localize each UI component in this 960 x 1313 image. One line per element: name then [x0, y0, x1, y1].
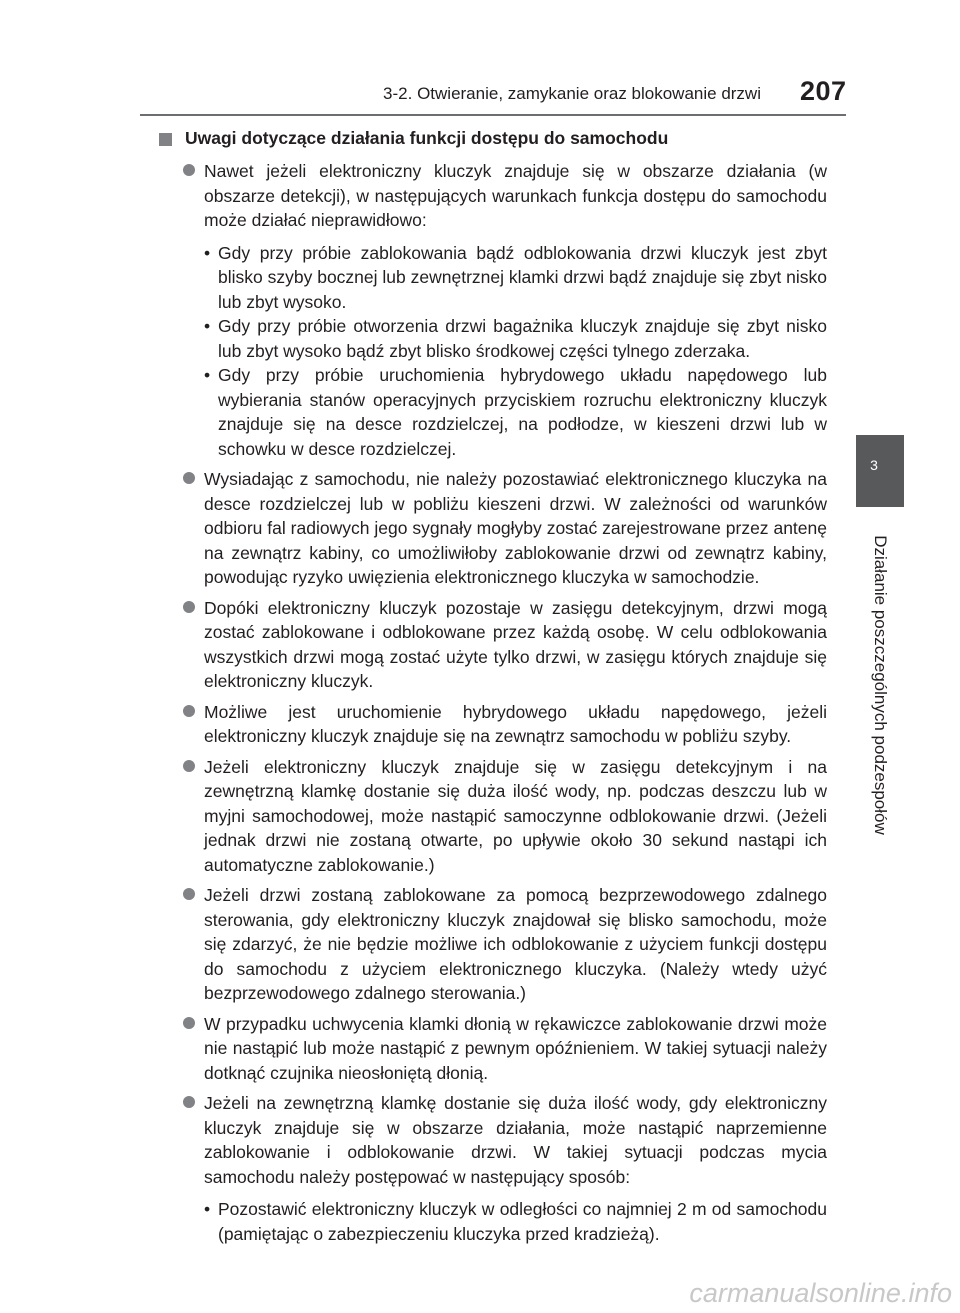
chapter-tab [856, 435, 904, 507]
circle-bullet-icon [183, 1096, 195, 1108]
bullet-dot-icon: • [204, 1199, 211, 1219]
bullet-dot-icon: • [204, 242, 211, 263]
sub-list [204, 1197, 827, 1246]
list-item-text: W przypadku uchwycenia klamki dłonią w rękawiczce zablokowanie drzwi może nie nastąpić lub może nastąpić z pewnym opóźnieniem. W takiej sytuacji należy dotknąć czujnika nieosłoniętą dłonią. [204, 1013, 827, 1083]
sub-list-item [159, 363, 827, 461]
list-item-text: Wysiadając z samochodu, nie należy pozostawiać elektronicznego kluczyka na desce rozdzielczej lub w pobliżu kieszeni drzwi. W zależności od warunków odbioru fal radiowych jego sygnały mogłyby zostać zarejestrowane przez antenę na zewnątrz kabiny, co umożliwiłoby zablokowanie drzwi od zewnątrz kabiny, powodując ryzyko uwięzienia elektronicznego kluczyka w samochodzie. [204, 469, 827, 587]
chapter-label [856, 515, 904, 855]
sub-list-item-text: Pozostawić elektroniczny kluczyk w odległości co najmniej 2 m od samochodu (pamiętając o zabezpieczeniu kluczyka przed kradzieżą). [218, 1199, 827, 1244]
chapter-label-text: Działanie poszczególnych podzespołów [871, 535, 890, 835]
header-rule [140, 114, 846, 116]
content [159, 124, 827, 1246]
section-heading-text: Uwagi dotyczące działania funkcji dostępu do samochodu [185, 128, 669, 148]
chapter-number: 3 [870, 457, 878, 473]
sub-list-item-text: Gdy przy próbie uruchomienia hybrydowego układu napędowego lub wybierania stanów operacyjnych przyciskiem rozruchu elektroniczny kluczyk znajduje się na desce rozdzielczej, na podłodze, w kieszeni drzwi lub w schowku w desce rozdzielczej. [218, 365, 827, 459]
list-item [159, 159, 827, 461]
list-item-text: Jeżeli drzwi zostaną zablokowane za pomocą bezprzewodowego zdalnego sterowania, gdy elektroniczny kluczyk znajdował się blisko samochodu, może się zdarzyć, że nie będzie możliwe ich odblokowanie z użyciem funkcji dostępu do samochodu z użyciem elektronicznego kluczyka. (Należy wtedy użyć bezprzewodowego zdalnego sterowania.) [204, 885, 827, 1003]
circle-bullet-icon [183, 1017, 195, 1029]
list-item [159, 596, 827, 694]
list-item-text: Nawet jeżeli elektroniczny kluczyk znajduje się w obszarze działania (w obszarze detekcji), w następujących warunkach funkcja dostępu do samochodu może działać nieprawidłowo: [204, 161, 827, 230]
page-number: 207 [800, 76, 847, 106]
list-item-text: Możliwe jest uruchomienie hybrydowego układu napędowego, jeżeli elektroniczny kluczyk znajduje się na zewnątrz samochodu w pobliżu szyby. [204, 701, 827, 746]
square-bullet-icon [159, 133, 172, 146]
circle-bullet-icon [183, 888, 195, 900]
section-heading [159, 124, 827, 153]
watermark: carmanualsonline.info [689, 1278, 952, 1308]
list-item [159, 1012, 827, 1086]
bullet-dot-icon: • [204, 365, 211, 385]
running-header: 3-2. Otwieranie, zamykanie oraz blokowanie drzwi [383, 84, 761, 103]
list-item [159, 467, 827, 590]
circle-bullet-icon [183, 472, 195, 484]
circle-bullet-icon [183, 705, 195, 717]
sub-list-item [159, 314, 827, 363]
list-item [159, 883, 827, 1006]
sub-list [204, 241, 827, 462]
list-item-text: Jeżeli na zewnętrzną klamkę dostanie się duża ilość wody, gdy elektroniczny kluczyk znajduje się w obszarze działania, może nastąpić naprzemienne zablokowanie i odblokowanie drzwi. W takiej sytuacji podczas mycia samochodu należy postępować w następujący sposób: [204, 1093, 827, 1187]
sub-list-item-text: Gdy przy próbie otworzenia drzwi bagażnika kluczyk znajduje się zbyt nisko lub zbyt wysoko bądź zbyt blisko środkowej części tylnego zderzaka. [218, 316, 827, 361]
sub-list-item [159, 1197, 827, 1246]
bullet-dot-icon: • [204, 316, 211, 336]
list-item [159, 700, 827, 749]
circle-bullet-icon [183, 164, 195, 176]
list-item [159, 1091, 827, 1246]
sub-list-item [159, 241, 827, 315]
list-item-text: Jeżeli elektroniczny kluczyk znajduje się w zasięgu detekcyjnym i na zewnętrzną klamkę dostanie się duża ilość wody, np. podczas deszczu lub w myjni samochodowej, może nastąpić samoczynne odblokowanie drzwi. (Jeżeli jednak drzwi nie zostaną otwarte, po upływie około 30 sekund nastąpi ich automatyczne zablokowanie.) [204, 756, 827, 875]
sub-list-item-text: Gdy przy próbie zablokowania bądź odblokowania drzwi kluczyk jest zbyt blisko szyby bocznej lub zewnętrznej klamki drzwi bądź znajduje się zbyt nisko lub zbyt wysoko. [218, 242, 827, 312]
bullet-list [159, 159, 827, 1246]
circle-bullet-icon [183, 760, 195, 772]
list-item [159, 755, 827, 878]
circle-bullet-icon [183, 601, 195, 613]
list-item-text: Dopóki elektroniczny kluczyk pozostaje w zasięgu detekcyjnym, drzwi mogą zostać zablokowane i odblokowane przez każdą osobę. W celu odblokowania wszystkich drzwi mogą zostać użyte tylko drzwi, w zasięgu których znajduje się elektroniczny kluczyk. [204, 597, 827, 691]
